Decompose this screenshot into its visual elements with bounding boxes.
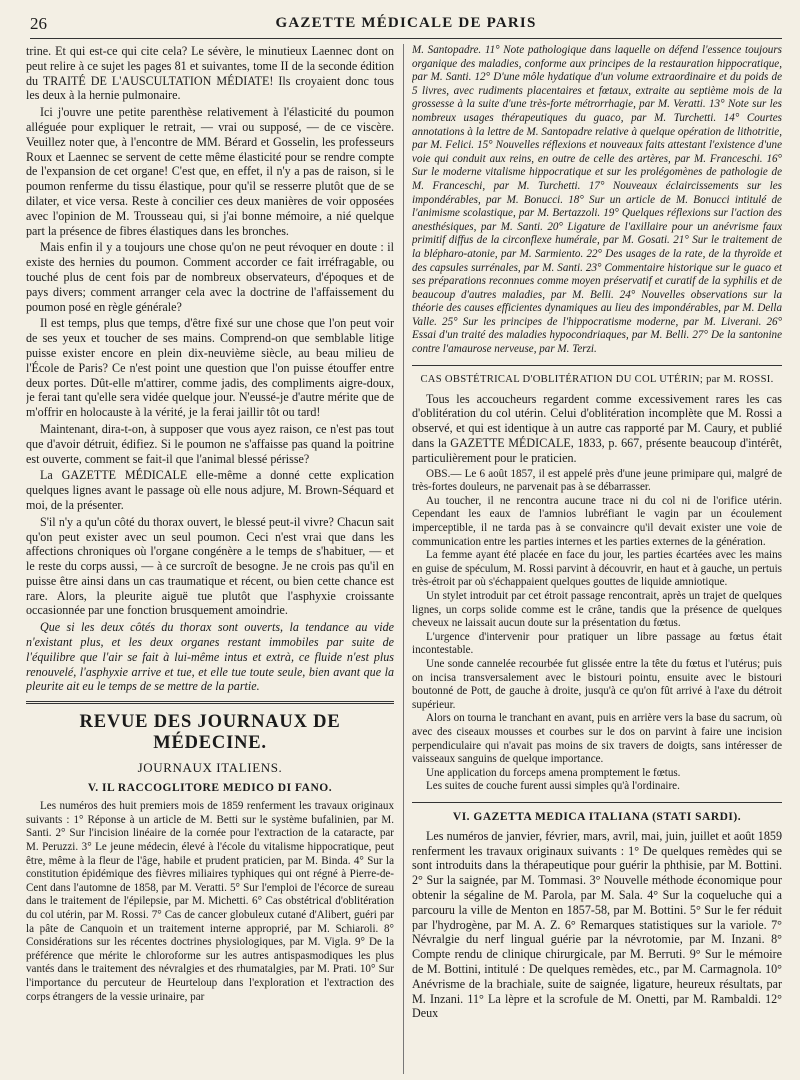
section-heading-revue: REVUE DES JOURNAUX DE MÉDECINE. <box>79 712 341 754</box>
paragraph: Un stylet introduit par cet étroit passage rencontrait, après un trajet de quelques lignes, un corps solide comme est le crâne, tandis que la présence de quelques cheveux ne laissait aucun doute sur la présentation du fœtus. <box>412 589 782 630</box>
paragraph: Ici j'ouvre une petite parenthèse relativement à l'élasticité du poumon alléguée pour expliquer le retrait, — vrai ou supposé, — de ce viscère. Veuillez noter que, à l'encontre de MM. Bérard et Gosselin, les professeurs Roux et Laennec se servent de cette même élasticité pour se rendre compte de l'expansion de cet organe! C'est que, en effet, il n'y a pas de raison, si le poumon renferme du tissu élastique, pour qu'il se resserre plutôt que de se dilater, et vice versa. Reste à concilier ces deux manières de voir opposées avec l'opinion de M. Trousseau qui, si j'ai bonne mémoire, a nié quelque part la présence de fibres élastiques dans les bronches. <box>26 105 394 238</box>
right-column <box>412 44 782 1074</box>
paragraph: Au toucher, il ne rencontra aucune trace ni du col ni de l'orifice utérin. Cependant les eaux de l'amnios lubréfiant le vagin par un écoulement imperceptible, il ne tarda pas à se convaincre qu'il devait exister une voie de communication entre les parties internes et les parties externes de la génération. <box>412 494 782 548</box>
section-divider <box>412 802 782 803</box>
paragraph: S'il n'y a qu'un côté du thorax ouvert, le blessé peut-il vivre? Chacun sait qu'on peut exister avec un seul poumon. Ceci n'est vrai que dans les affections chroniques où l'organe congénère a le temps de s'habituer, — et le reste du corps aussi, — à ce surcroît de besogne. Je ne crois pas qu'il en puisse être ainsi dans un cas traumatique et récent, ou bien cette chance est rare. Alors, la pleurite aiguë tue plutôt que l'asphyxie croissante occasionnée par une fonction brusquement amoindrie. <box>26 514 394 618</box>
section-divider <box>26 701 394 702</box>
paragraph: Maintenant, dira-t-on, à supposer que vous ayez raison, ce n'est pas tout que d'avoir détruit, édifiez. Si le poumon ne s'affaisse pas quand la poitrine est ouverte, comment se fait-il que l'animal blessé périsse? <box>26 421 394 466</box>
observation-block <box>412 468 782 794</box>
paragraph: Les numéros des huit premiers mois de 1859 renferment les travaux originaux suivants : 1° Réponse à un article de M. Betti sur le système bufalinien, par M. Santi. 2° Sur l'incision linéaire de la cornée pour l'extraction de la cataracte, par M. Peruzzi. 3° Le jeune médecin, élevé à l'école du vitalisme hippocratique, peut être, même à la fleur de l'âge, habile et prudent praticien, par M. Binda. 4° Sur la constitution épidémique des fièvres miliaires typhiques qui ont régné à Pierre-de-Cent dans l'automne de 1858, par M. Veratti. 5° Sur l'emploi de l'écorce de sureau dans le traitement de l'épilepsie, par M. Michetti. 6° Cas obstétrical d'oblitération du col utérin, par M. Rossi. 7° Cas de cancer globuleux cutané d'Alibert, guéri par la pâte de Canquoin et un traitement interne approprié, par M. Schiaroli. 8° Considérations sur les récentes doctrines physiologiques, par M. Vigla. 9° De la préférence que mérite le chloroforme sur les autres antispasmodiques les plus vantés dans le traitement des névralgies et des rhumatalgies, par M. Prati. 10° Sur l'importance du percuteur de Heurteloup dans l'exploration et l'extraction des corps étrangers de la vessie urinaire, par <box>26 800 394 1003</box>
subsection-heading-journaux: JOURNAUX ITALIENS. <box>137 760 283 776</box>
paragraph: Les suites de couche furent aussi simples qu'à l'ordinaire. <box>426 780 680 793</box>
section-divider <box>412 365 782 366</box>
paragraph: M. Santopadre. 11° Note pathologique dans laquelle on défend l'essence toujours organique des maladies, conforme aux principes de la restauration hippocratique, par M. Santi. 12° D'une môle hydatique d'un volume extraordinaire et du poids de 5 livres, avec rudiments placentaires et fœtaux, extraite au septième mois de la grossesse à la suite d'une très-forte métrorrhagie, par M. Veratti. 13° Note sur les nombreux usages thérapeutiques du guaco, par M. Turchetti. 14° Courtes annotations à la lettre de M. Santopadre relative à quelque opération de lithotritie, par M. Felici. 15° Nouvelles réflexions et nouveaux faits attestant l'existence d'une voie qui conduit aux reins, en outre de celle des artères, par M. Franceschi. 16° Sur le moderne vitalisme hippocratique et sur les prolégomènes de pathologie de M. Franceschi, par M. Turchetti. 17° Nouveaux éclaircissements sur les impondérables, par M. Bonucci. 18° Sur un article de M. Bonucci intitulé de l'animisme scolastique, par M. Bertazzoli. 19° Quelques réflexions sur l'action des anesthésiques, par M. Santi. 20° Ligature de l'axillaire pour un anévrisme faux primitif diffus de la circonflexe humérale, par M. Gosati. 21° Sur le traitement de la blépharo-atonie, par M. Sarmiento. 22° Des usages de la rate, de la thyroïde et des capsules surrénales, par M. Santi. 23° Commentaire historique sur le guaco et ses préparations reconnues comme moyen préservatif et curatif de la syphilis et de beaucoup d'autres maladies, par M. Belli. 24° Nouvelles observations sur la théorie des causes efficientes dynamiques au lieu des impondérables, par M. Della Valle. 25° Sur les principes de l'hippocratisme moderne, par M. Liverani. 26° Essai d'un traité des maladies hypocondriaques, par M. Belli. 27° De la santonine contre l'amaurose nerveuse, par M. Terzi. <box>412 44 782 356</box>
page-number: 26 <box>30 14 47 33</box>
journal-title: GAZETTE MÉDICALE DE PARIS <box>275 15 537 31</box>
paragraph: La femme ayant été placée en face du jour, les parties écartées avec les mains en guise de spéculum, M. Rossi parvint à découvrir, en haut et à gauche, un pertuis très-étroit par où s'échappaient quelques gouttes de liquide amniotique. <box>412 549 782 589</box>
paragraph: La GAZETTE MÉDICALE elle-même a donné cette explication quelques lignes avant le passage où elle nous adjure, M. Brown-Séquard et moi, de la présenter. <box>26 468 394 512</box>
paragraph: Il est temps, plus que temps, d'être fixé sur une chose que l'on peut voir de ses yeux et toucher de ses mains. Comprend-on que semblable litige puisse exister encore en plein dix-neuvième siècle, au beau milieu de l'École de Paris? Ce n'est point une question que l'on puisse étouffer entre deux portes. Dût-elle m'attirer, comme jadis, des compliments aigre-doux, je ferai tant qu'elle sera vidée quelque jour. N'eussé-je d'autre mérite que de m'offrir en holocauste à la vérité, je la ferai jaillir tôt ou tard! <box>26 316 394 420</box>
paragraph: L'urgence d'intervenir pour pratiquer un libre passage au fœtus était incontestable. <box>412 630 782 657</box>
subsection-heading-vi: VI. GAZETTA MEDICA ITALIANA (STATI SARDI). <box>452 810 742 823</box>
paragraph: Tous les accoucheurs regardent comme excessivement rares les cas d'oblitération du col utérin. Celui d'oblitération incomplète que M. Rossi a observé, et qui est identique à un autre cas rapporté par M. Caury, et publié dans la GAZETTE MÉDICALE, 1833, p. 667, présente beaucoup d'intérêt, particulièrement pour le praticien. <box>412 391 782 465</box>
paragraph: Alors on tourna le tranchant en avant, puis en arrière vers la base du sacrum, où avec des ciseaux mousses et courbes sur le dos on parvint à faire une incision perpendiculaire qui n'avait pas moins de six travers de doigts, sans intéresser de vaisseaux sanguins de quelque importance. <box>412 712 782 766</box>
paragraph: Les numéros de janvier, février, mars, avril, mai, juin, juillet et août 1859 renferment les travaux originaux suivants : 1° De quelques remèdes qui se sont introduits dans la thérapeutique pour guérir la phthisie, par M. Bottini. 2° Sur la saignée, par M. Tommasi. 3° Nouvelle méthode économique pour obtenir la ségaline de M. Parola, par M. Sala. 4° Sur la coqueluche qui a parcouru la ville de Menton en 1857-58, par M. Bottini. 5° Sur le fer réduit par l'hydrogène, par M. A. Z. 6° Remarques statistiques sur la variole. 7° Névralgie du nerf lingual guérie par la névrotomie, par M. Inzani. 8° Compte rendu de clinique chirurgicale, par M. Berruti. 9° Sur le mémoire de M. Bottini, intitulé : De quelques remèdes, etc., par M. Carmagnola. 10° Anévrisme de la brachiale, suite de saignée, ligature, heureux résultats, par M. Inzani. 11° La lèpre et la scrofule de M. Onetti, par M. Rambaldi. 12° Deux <box>412 828 782 1021</box>
paragraph: OBS.— Le 6 août 1857, il est appelé près d'une jeune primipare qui, malgré de très-fortes douleurs, ne parvenait pas à se débarrasser. <box>412 467 782 494</box>
paragraph: trine. Et qui est-ce qui cite cela? Le sévère, le minutieux Laennec dont on peut relire à ce sujet les pages 81 et suivantes, tome II de la seconde édition du TRAITÉ DE L'AUSCULTATION MÉDIATE! Ils croyaient donc tous les deux à la hernie pulmonaire. <box>26 44 394 103</box>
paragraph: Mais enfin il y a toujours une chose qu'on ne peut révoquer en doute : il existe des hernies du poumon. Comment accorder ce fait irréfragable, ou touché plus de cent fois par de nombreux observateurs, d'époques et de pays divers; comment arranger cela avec la doctrine de l'affaissement du poumon posé en règle générale? <box>26 240 394 314</box>
paragraph: Que si les deux côtés du thorax sont ouverts, la tendance au vide n'existant plus, et les deux organes restant immobiles par suite de l'équilibre que l'air se fait à lui-même intus et extrà, ce fluide n'est plus renouvelé, l'asphyxie arrive et tue, et elle tue toute seule, bien avant que la pleurite ait eu le temps de se mettre de la partie. <box>26 620 394 694</box>
article-heading: CAS OBSTÉTRICAL D'OBLITÉRATION DU COL UTÉRIN; par M. ROSSI. <box>420 373 774 385</box>
subsection-heading-v: V. IL RACCOGLITORE MEDICO DI FANO. <box>87 782 333 795</box>
paragraph: Une application du forceps amena promptement le fœtus. <box>426 766 681 779</box>
page-header <box>30 12 782 39</box>
paragraph: Une sonde cannelée recourbée fut glissée entre la tête du fœtus et l'utérus; puis on incisa transversalement avec le bistouri pointu, ensuite avec le bistouri boutonné de Pott, de gauche à droite, jusqu'à ce qu'on fût arrivé à l'axe du détroit supérieur. <box>412 657 782 711</box>
left-column <box>26 44 394 1074</box>
column-rule <box>403 44 404 1074</box>
section-divider <box>26 703 394 704</box>
